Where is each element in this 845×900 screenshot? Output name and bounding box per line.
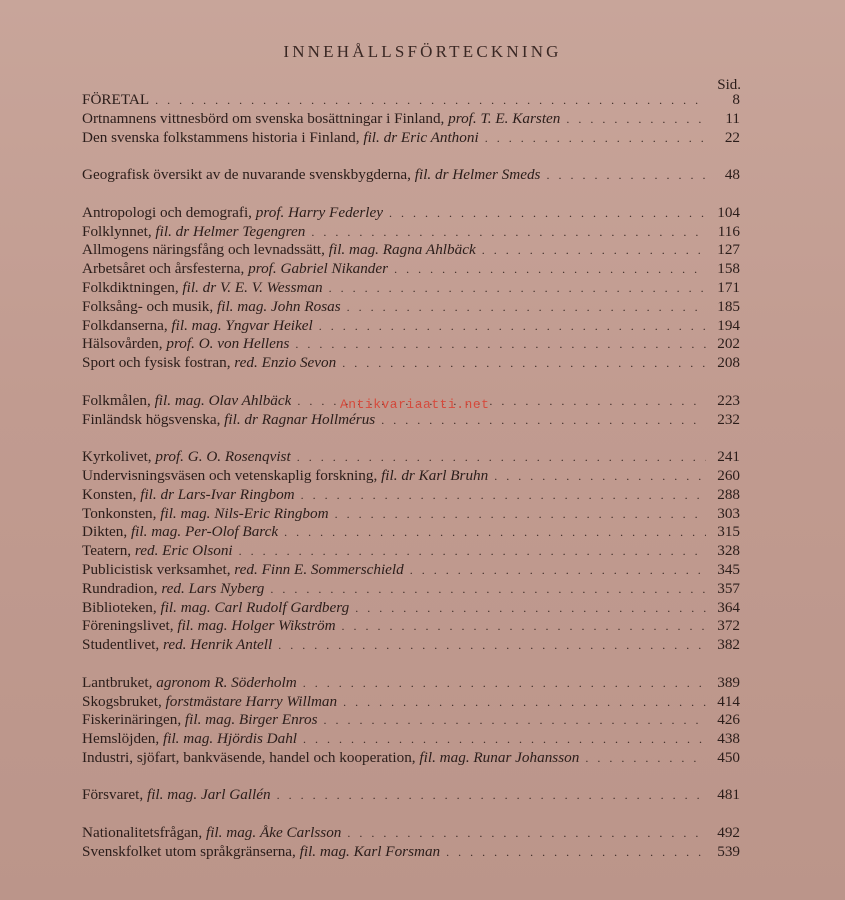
toc-entry-title: Arbetsåret och årsfesterna, (82, 260, 245, 278)
toc-entry-title: Hemslöjden, (82, 730, 160, 748)
toc-entry-page: 127 (717, 241, 740, 259)
toc-entry-author: fil. dr Karl Bruhn (381, 466, 489, 484)
group-spacer (82, 429, 740, 448)
group-spacer (82, 373, 740, 392)
toc-entry-page: 208 (717, 354, 740, 372)
toc-entry (82, 129, 740, 148)
toc-entry (82, 523, 740, 542)
dot-leader (342, 354, 706, 373)
toc-entry-author: fil. mag. Carl Rudolf Gardberg (160, 598, 350, 616)
toc-entry (82, 298, 740, 317)
toc-entry (82, 354, 740, 373)
toc-entry-author: fil. mag. Nils-Eric Ringbom (160, 504, 329, 522)
group-spacer (82, 147, 740, 166)
dot-leader (277, 786, 706, 805)
toc-entry-text (82, 204, 383, 223)
dot-leader (446, 843, 706, 862)
toc-entry (82, 824, 740, 843)
toc-entry-author: fil. mag. John Rosas (217, 297, 341, 315)
toc-entry-title: Folklynnet, (82, 222, 152, 240)
dot-leader (389, 204, 706, 223)
toc-entry-author: fil. dr V. E. V. Wessman (182, 278, 323, 296)
dot-leader (485, 129, 706, 148)
toc-entry-author: fil. dr Ragnar Hollmérus (224, 410, 376, 428)
toc-entry-text (82, 298, 341, 317)
toc-entry-page: 158 (717, 260, 740, 278)
dot-leader (381, 411, 706, 430)
toc-entry-author: fil. mag. Olav Ahlbäck (154, 391, 292, 409)
toc-entry-title: Skogsbruket, (82, 692, 162, 710)
toc-entry-page: 232 (717, 410, 740, 428)
toc-entry-text (82, 505, 329, 524)
toc-entry (82, 599, 740, 618)
toc-entry-text (82, 223, 305, 242)
toc-entry-title: Geografisk översikt av de nuvarande svenskbygderna, (82, 166, 411, 184)
toc-entry-author: red. Lars Nyberg (161, 579, 265, 597)
toc-entry-text (82, 392, 291, 411)
dot-leader (295, 335, 706, 354)
dot-leader (355, 599, 706, 618)
toc-entry-author: red. Finn E. Sommerschield (234, 560, 404, 578)
toc-entry-title: Sport och fysisk fostran, (82, 354, 231, 372)
toc-entry (82, 749, 740, 768)
toc-entry-title: Folksång- och musik, (82, 297, 214, 315)
toc-entry-text (82, 335, 289, 354)
toc-entry (82, 91, 740, 110)
toc-entry-author: prof. O. von Hellens (166, 335, 290, 353)
toc-entry-page: 171 (717, 278, 740, 296)
toc-entry-text (82, 110, 560, 129)
toc-entry (82, 260, 740, 279)
toc-entry-page: 48 (724, 166, 740, 184)
dot-leader (297, 448, 706, 467)
toc-entry-author: fil. mag. Jarl Gallén (146, 786, 271, 804)
toc-entry-text (82, 711, 318, 730)
toc-entry (82, 411, 740, 430)
toc-entry-page: 315 (717, 523, 740, 541)
dot-leader (301, 486, 706, 505)
toc-entry-author: fil. dr Helmer Smeds (414, 166, 541, 184)
toc-entry-page: 492 (717, 824, 740, 842)
toc-entry-page: 450 (717, 748, 740, 766)
toc-entry-page: 260 (717, 466, 740, 484)
toc-entry (82, 674, 740, 693)
toc-entry-author: agronom R. Söderholm (156, 673, 297, 691)
toc-entry-author: fil. mag. Yngvar Heikel (171, 316, 313, 334)
toc-entry-title: Ortnamnens vittnesbörd om svenska bosättningar i Finland, (82, 109, 445, 127)
toc-entry-text (82, 411, 375, 430)
toc-entry-title: Svenskfolket utom språkgränserna, (82, 842, 296, 860)
toc-entry-author: fil. mag. Per-Olof Barck (130, 523, 279, 541)
toc-entry-title: Försvaret, (82, 786, 144, 804)
watermark: Antikvariaatti.net (340, 397, 490, 412)
toc-entry-text (82, 730, 297, 749)
toc-entry-author: fil. mag. Birger Enros (184, 711, 318, 729)
toc-entry-title: Tonkonsten, (82, 504, 157, 522)
toc-entry-text (82, 241, 476, 260)
toc-entry-text (82, 786, 271, 805)
toc-entry-author: red. Eric Olsoni (134, 542, 233, 560)
toc-entry-title: Allmogens näringsfång och levnadssätt, (82, 241, 325, 259)
toc-entry (82, 335, 740, 354)
toc-entry (82, 486, 740, 505)
toc-entry (82, 561, 740, 580)
toc-entry-title: Nationalitetsfrågan, (82, 824, 203, 842)
dot-leader (303, 730, 706, 749)
toc-entry-text (82, 166, 540, 185)
toc-entry-author: prof. Gabriel Nikander (248, 260, 389, 278)
toc-entry-title: Undervisningsväsen och vetenskaplig forskning, (82, 466, 378, 484)
toc-entry-page: 11 (725, 109, 740, 127)
toc-entry (82, 223, 740, 242)
toc-entry-title: Antropologi och demografi, (82, 203, 252, 221)
toc-entry-page: 328 (717, 542, 740, 560)
dot-leader (347, 824, 706, 843)
toc-entry-page: 202 (717, 335, 740, 353)
toc-entry-page: 223 (717, 391, 740, 409)
toc-entry-page: 241 (717, 448, 740, 466)
toc-entry (82, 505, 740, 524)
dot-leader (329, 279, 706, 298)
toc-entry-page: 357 (717, 579, 740, 597)
page-column-label: Sid. (717, 77, 741, 93)
toc-entry-text (82, 523, 278, 542)
toc-entry-page: 194 (717, 316, 740, 334)
toc-entry-text (82, 599, 349, 618)
toc-entry-title: Den svenska folkstammens historia i Finland, (82, 128, 360, 146)
toc-entry-text (82, 129, 479, 148)
toc-entry-title: Föreningslivet, (82, 617, 174, 635)
toc-entry-text (82, 260, 388, 279)
toc-entry-title: Kyrkolivet, (82, 448, 152, 466)
toc-entry-title: FÖRETAL (82, 91, 150, 108)
toc-entry-author: fil. dr Helmer Tegengren (155, 222, 306, 240)
toc-entry-text (82, 354, 336, 373)
dot-leader (410, 561, 706, 580)
table-of-contents (82, 91, 740, 862)
toc-entry-text (82, 843, 440, 862)
toc-entry (82, 636, 740, 655)
toc-entry-title: Lantbruket, (82, 673, 153, 691)
dot-leader (155, 91, 706, 110)
toc-entry (82, 786, 740, 805)
toc-entry (82, 617, 740, 636)
toc-entry-page: 364 (717, 598, 740, 616)
toc-entry (82, 166, 740, 185)
toc-entry (82, 448, 740, 467)
toc-entry-title: Dikten, (82, 523, 128, 541)
toc-entry-title: Rundradion, (82, 579, 158, 597)
dot-leader (585, 749, 706, 768)
toc-entry-author: fil. mag. Åke Carlsson (205, 824, 342, 842)
dot-leader (239, 542, 706, 561)
toc-entry-page: 288 (717, 485, 740, 503)
toc-entry-text (82, 317, 313, 336)
toc-entry-author: fil. mag. Karl Forsman (299, 842, 441, 860)
toc-entry (82, 204, 740, 223)
toc-entry-title: Folkdanserna, (82, 316, 168, 334)
toc-entry-page: 185 (717, 297, 740, 315)
toc-entry-author: fil. mag. Holger Wikström (177, 617, 336, 635)
toc-entry-page: 414 (717, 692, 740, 710)
toc-entry-title: Finländsk högsvenska, (82, 410, 221, 428)
toc-entry-page: 22 (724, 128, 740, 146)
dot-leader (342, 617, 706, 636)
toc-entry-title: Hälsovården, (82, 335, 163, 353)
toc-entry-text (82, 561, 404, 580)
toc-entry-page: 539 (717, 842, 740, 860)
toc-entry (82, 317, 740, 336)
toc-entry-text (82, 824, 341, 843)
group-spacer (82, 185, 740, 204)
toc-entry-text (82, 617, 336, 636)
dot-leader (343, 693, 706, 712)
dot-leader (319, 317, 706, 336)
toc-entry (82, 467, 740, 486)
toc-entry-page: 104 (717, 203, 740, 221)
toc-entry-author: prof. G. O. Rosenqvist (155, 448, 291, 466)
toc-entry-text (82, 674, 297, 693)
toc-entry (82, 542, 740, 561)
toc-entry-author: fil. dr Eric Anthoni (363, 128, 479, 146)
toc-entry-page: 116 (717, 222, 740, 240)
toc-entry-author: fil. mag. Runar Johansson (419, 748, 580, 766)
toc-entry-author: forstmästare Harry Willman (165, 692, 338, 710)
toc-entry-text (82, 580, 264, 599)
dot-leader (394, 260, 706, 279)
group-spacer (82, 805, 740, 824)
toc-entry-page: 426 (717, 711, 740, 729)
toc-entry-text (82, 693, 337, 712)
dot-leader (546, 166, 706, 185)
toc-entry-text (82, 749, 579, 768)
toc-entry-author: red. Enzio Sevon (234, 354, 337, 372)
dot-leader (311, 223, 706, 242)
dot-leader (270, 580, 706, 599)
toc-entry-title: Industri, sjöfart, bankväsende, handel och kooperation, (82, 748, 416, 766)
toc-entry-author: red. Henrik Antell (163, 636, 273, 654)
group-spacer (82, 768, 740, 787)
toc-entry-text (82, 542, 233, 561)
dot-leader (284, 523, 706, 542)
dot-leader (303, 674, 706, 693)
toc-entry-text (82, 486, 295, 505)
toc-entry (82, 843, 740, 862)
dot-leader (324, 711, 706, 730)
toc-entry-page: 303 (717, 504, 740, 522)
toc-entry-author: fil. mag. Ragna Ahlbäck (328, 241, 476, 259)
toc-entry-author: fil. mag. Hjördis Dahl (163, 730, 298, 748)
toc-entry-title: Teatern, (82, 542, 132, 560)
toc-entry-title: Konsten, (82, 485, 137, 503)
toc-entry-page: 372 (717, 617, 740, 635)
toc-entry (82, 110, 740, 129)
toc-entry-page: 8 (732, 91, 740, 108)
toc-entry (82, 730, 740, 749)
toc-entry-text (82, 91, 149, 110)
dot-leader (347, 298, 706, 317)
toc-entry-author: prof. T. E. Karsten (448, 109, 561, 127)
group-spacer (82, 655, 740, 674)
toc-entry-text (82, 636, 272, 655)
toc-entry-page: 389 (717, 673, 740, 691)
toc-entry (82, 580, 740, 599)
toc-entry-text (82, 279, 323, 298)
dot-leader (278, 636, 706, 655)
dot-leader (566, 110, 706, 129)
toc-entry-author: prof. Harry Federley (255, 203, 384, 221)
toc-entry-text (82, 467, 488, 486)
toc-entry (82, 693, 740, 712)
toc-entry-text (82, 448, 291, 467)
toc-entry-page: 382 (717, 636, 740, 654)
toc-entry-title: Fiskerinäringen, (82, 711, 182, 729)
dot-leader (482, 241, 706, 260)
toc-entry-title: Biblioteken, (82, 598, 157, 616)
toc-entry-title: Folkmålen, (82, 391, 151, 409)
dot-leader (335, 505, 706, 524)
toc-entry-page: 438 (717, 730, 740, 748)
page-title: INNEHÅLLSFÖRTECKNING (283, 42, 562, 61)
toc-entry (82, 279, 740, 298)
toc-entry-title: Folkdiktningen, (82, 278, 179, 296)
toc-entry-title: Publicistisk verksamhet, (82, 560, 231, 578)
toc-entry (82, 241, 740, 260)
toc-entry-page: 345 (717, 560, 740, 578)
dot-leader (494, 467, 706, 486)
toc-entry-page: 481 (717, 786, 740, 804)
toc-entry (82, 711, 740, 730)
toc-entry-title: Studentlivet, (82, 636, 160, 654)
toc-entry-author: fil. dr Lars-Ivar Ringbom (140, 485, 295, 503)
